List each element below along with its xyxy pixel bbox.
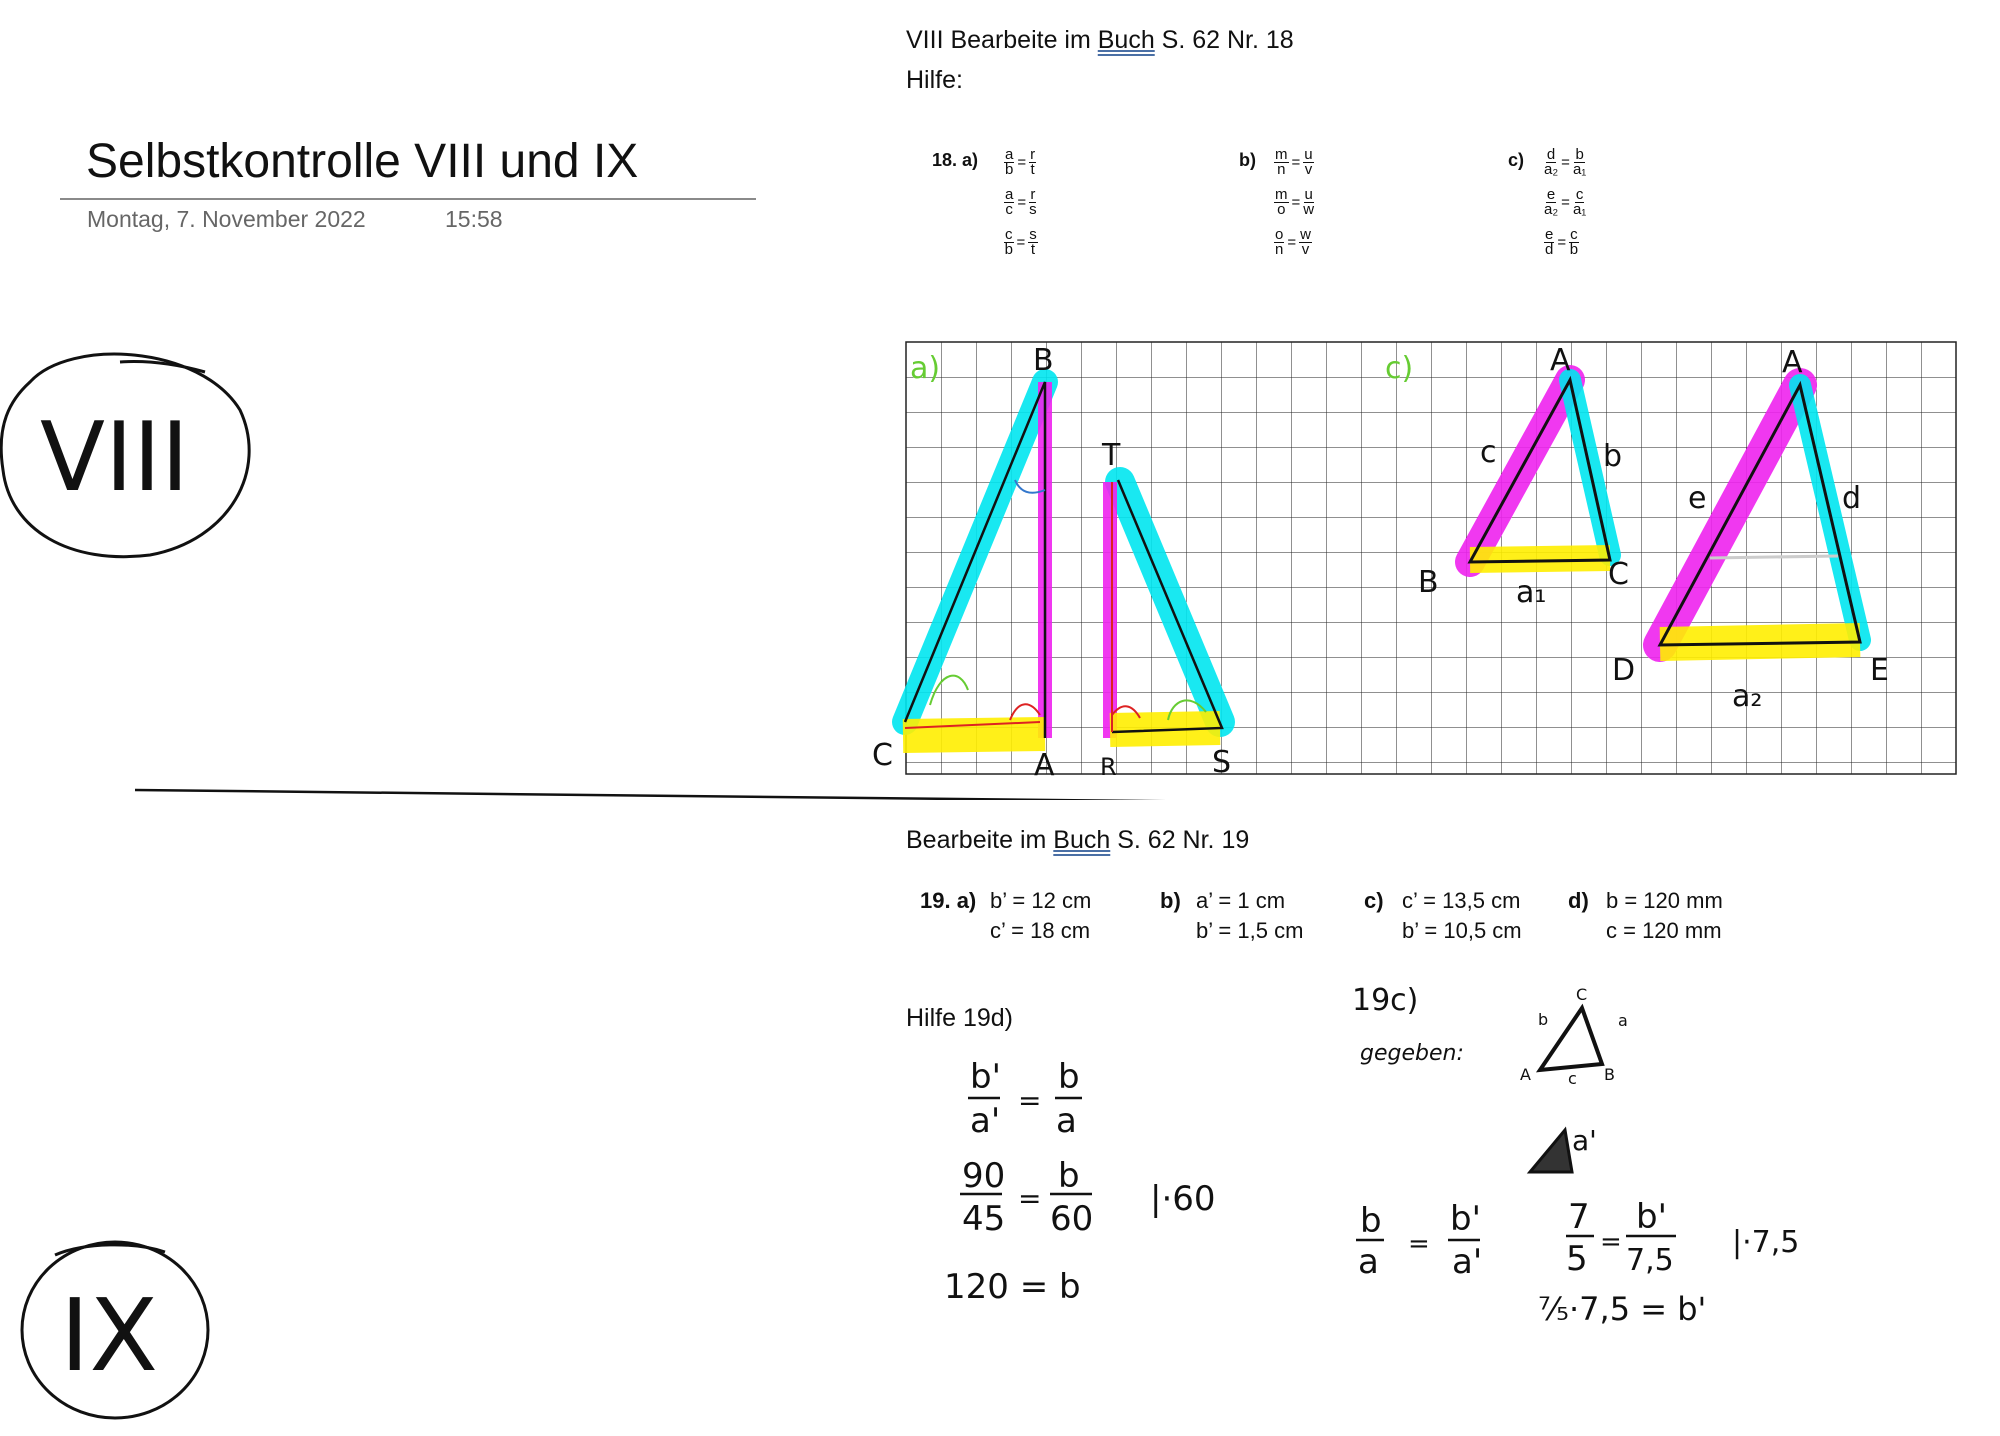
section-divider xyxy=(135,790,1968,800)
task19-book-link[interactable]: Buch xyxy=(1053,826,1111,854)
sketch-label-B1: B xyxy=(1418,565,1439,600)
hw-d-a: a xyxy=(1056,1101,1077,1141)
hw-c-75: 7,5 xyxy=(1626,1243,1674,1278)
svg-text:=: = xyxy=(1018,1182,1042,1215)
hw-tri-B: B xyxy=(1604,1065,1615,1084)
sketch-label-side-e: e xyxy=(1688,481,1707,516)
hw-d-b2: b xyxy=(1058,1156,1080,1196)
hw-d-a1: a' xyxy=(970,1101,1001,1141)
hw-c-b1: b' xyxy=(1450,1199,1481,1239)
eq-row: $\frac{m}{o}$ = $\frac{u}{w}$ xyxy=(1275,185,1315,218)
hw-d-b1: b' xyxy=(970,1057,1001,1097)
eq-row: $\frac{o}{n}$ = $\frac{w}{v}$ xyxy=(1275,225,1311,258)
task19-b: b) xyxy=(1160,888,1181,913)
page-date: Montag, 7. November 2022 xyxy=(87,206,366,232)
sketch-label-B: B xyxy=(1033,343,1054,378)
hw-d-mult: |·60 xyxy=(1150,1179,1216,1219)
eq-row: $\frac{a}{c}$ = $\frac{r}{s}$ xyxy=(1005,185,1037,218)
hw-tri-C: C xyxy=(1576,985,1588,1004)
roman-viii-text: VIII xyxy=(40,403,190,513)
task19-suffix: S. 62 Nr. 19 xyxy=(1110,826,1250,854)
sketch-label-D2: D xyxy=(1612,653,1636,688)
hw-c-b: b xyxy=(1360,1201,1382,1241)
hw-c-7: 7 xyxy=(1568,1197,1590,1237)
hw-small-a: a' xyxy=(1572,1124,1597,1157)
sketch-label-R: R xyxy=(1100,753,1117,781)
hw-c-mult: |·7,5 xyxy=(1732,1225,1800,1260)
task18-prefix: VIII Bearbeite im xyxy=(906,26,1098,54)
sketch-label-A: A xyxy=(1034,748,1055,783)
hw-c-given: gegeben: xyxy=(1360,1041,1464,1066)
hw-d-45: 45 xyxy=(962,1199,1006,1239)
task19-b-values: a’ = 1 cm b’ = 1,5 cm xyxy=(1196,888,1304,943)
hw-c-a: a xyxy=(1358,1242,1379,1282)
task19-heading xyxy=(906,826,1249,855)
sketch-label-c-tag: c) xyxy=(1385,351,1414,386)
task19-c: c) xyxy=(1364,888,1384,913)
sketch-label-E2: E xyxy=(1870,653,1889,688)
hw-c-a1: a' xyxy=(1452,1242,1483,1282)
hw-c-b2: b' xyxy=(1636,1197,1667,1237)
sketch-label-side-b: b xyxy=(1603,439,1623,474)
page-title[interactable]: Selbstkontrolle VIII und IX xyxy=(86,135,639,188)
hw-c-title: 19c) xyxy=(1352,983,1419,1018)
task19-a-line1: b’ = 12 cm xyxy=(990,888,1092,913)
hw-d-result: 120 = b xyxy=(944,1267,1081,1307)
sketch-label-a2: a₂ xyxy=(1732,679,1763,714)
task18-book-link[interactable]: Buch xyxy=(1097,26,1155,54)
hw-tri-A: A xyxy=(1520,1065,1531,1084)
eq-row: $\frac{e}{d}$ = $\frac{c}{b}$ xyxy=(1545,225,1579,258)
hw-d-90: 90 xyxy=(962,1156,1006,1196)
sketch-label-A2: A xyxy=(1782,345,1803,380)
sketch-label-T: T xyxy=(1102,438,1121,473)
task18-help-label: Hilfe: xyxy=(906,66,963,94)
hw-d-b: b xyxy=(1058,1057,1080,1097)
task19-a-line2: c’ = 18 cm xyxy=(990,918,1091,943)
eq-row: $\frac{c}{b}$ = $\frac{s}{t}$ xyxy=(1004,225,1037,258)
hw-c-result: ⁷⁄₅·7,5 = b' xyxy=(1538,1290,1707,1328)
sketch-label-side-c: c xyxy=(1480,435,1497,470)
task18-label-c: c) xyxy=(1508,150,1525,170)
eq-row: $\frac{e}{\text{a₂}}$ = $\frac{c}{\text{a₁}}$ xyxy=(1544,185,1587,218)
eq-row: $\frac{m}{n}$ = $\frac{u}{v}$ xyxy=(1275,145,1313,178)
task19-a xyxy=(920,886,976,916)
task19-prefix: Bearbeite im xyxy=(906,826,1054,854)
handwritten-work xyxy=(0,980,2000,1400)
svg-text:=: = xyxy=(1408,1229,1430,1259)
hw-tri-c: c xyxy=(1568,1069,1577,1088)
sketch-label-a1: a₁ xyxy=(1516,575,1547,610)
eq-row: $\frac{a}{b}$ = $\frac{r}{t}$ xyxy=(1005,145,1036,178)
svg-text:=: = xyxy=(1018,1084,1042,1117)
hw-tri-b: b xyxy=(1538,1010,1549,1029)
sketch-label-S: S xyxy=(1212,745,1232,780)
task18-suffix: S. 62 Nr. 18 xyxy=(1154,26,1294,54)
task19-d-values: b = 120 mm c = 120 mm xyxy=(1606,888,1723,943)
sketch-label-A1: A xyxy=(1550,343,1571,378)
svg-text:=: = xyxy=(1600,1227,1622,1257)
task18-label-b: b) xyxy=(1239,150,1256,170)
sketch-label-side-d: d xyxy=(1842,481,1862,516)
task19-a-values xyxy=(990,886,1091,946)
sketch-label-C1: C xyxy=(1608,557,1629,592)
task19-help-word: Hilfe xyxy=(906,1004,957,1032)
task19-help-rest: 19d) xyxy=(956,1004,1013,1032)
hw-c-5: 5 xyxy=(1566,1239,1588,1279)
task18-label-a: 18. a) xyxy=(932,150,979,170)
task19-d: d) xyxy=(1568,888,1589,913)
page-time: 15:58 xyxy=(445,206,503,232)
sketch-label-a-tag: a) xyxy=(910,351,941,386)
task19-c-values: c’ = 13,5 cm b’ = 10,5 cm xyxy=(1402,888,1522,943)
roman-ix-text: IX xyxy=(60,1277,158,1394)
hw-tri-a: a xyxy=(1618,1011,1628,1030)
eq-row: $\frac{d}{\text{a₂}}$ = $\frac{b}{\text{a₁}}$ xyxy=(1544,145,1587,178)
sketch-label-C: C xyxy=(872,738,893,773)
hw-d-60: 60 xyxy=(1050,1199,1094,1239)
task19-a-label: 19. a) xyxy=(920,888,977,913)
